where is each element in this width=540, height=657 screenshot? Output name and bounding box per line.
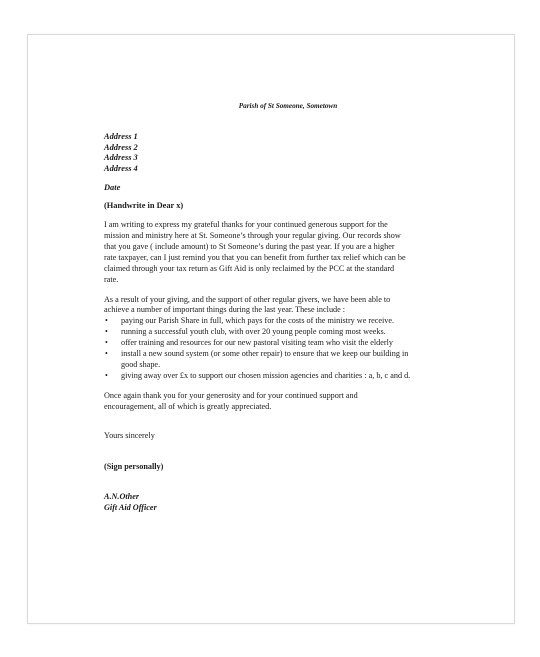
list-item-text: giving away over £x to support our chosen mission agencies and charities : a, b, c and d. [121, 370, 411, 380]
list-item-text: install a new sound system (or some other repair) to ensure that we keep our building in [121, 349, 409, 359]
list-item-text: offer training and resources for our new pastoral visiting team who visit the elderly [121, 338, 394, 348]
list-item-text: good shape. [121, 359, 161, 369]
paragraph-line: Once again thank you for your generosity and for your continued support and [104, 390, 358, 400]
paragraph-line: encouragement, all of which is greatly appreciated. [104, 401, 272, 411]
address-line: Address 2 [104, 142, 138, 152]
list-item [104, 349, 464, 371]
paragraph-line: I am writing to express my grateful thanks for your continued generous support for the [104, 220, 388, 230]
paragraph-line: achieve a number of important things during the last year. These include : [104, 305, 346, 315]
bullet-icon: • [105, 370, 108, 380]
list-item [104, 338, 464, 349]
address-line: Address 4 [104, 163, 138, 173]
signer-name: A.N.Other [104, 492, 140, 502]
signature-note: (Sign personally) [104, 461, 164, 471]
bullet-icon: • [105, 349, 108, 359]
paragraph-line: claimed through your tax return as Gift Aid is only reclaimed by the PCC at the standard [104, 263, 395, 273]
paragraph-achievements [104, 295, 464, 317]
list-item [104, 316, 464, 327]
paragraph-closing-thanks [104, 391, 464, 413]
salutation: (Handwrite in Dear x) [104, 201, 184, 211]
letter-body [104, 101, 464, 514]
document-page [27, 34, 515, 624]
list-item [104, 327, 464, 338]
signer-block [104, 492, 464, 514]
paragraph-line: rate. [104, 274, 119, 284]
paragraph-line: mission and ministry here at St. Someone’s through your regular giving. Our records show [104, 231, 401, 240]
list-item-text: paying our Parish Share in full, which pays for the costs of the ministry we receive. [121, 316, 395, 326]
bullet-icon: • [105, 338, 108, 348]
address-line: Address 1 [104, 131, 138, 141]
paragraph-line: rate taxpayer, can I just remind you that you can benefit from further tax relief which can be [104, 252, 406, 262]
list-item-text: running a successful youth club, with over 20 young people coming most weeks. [121, 327, 386, 337]
paragraph-line: that you gave ( include amount) to St Someone’s during the past year. If you are a higher [104, 241, 395, 251]
paragraph-line: As a result of your giving, and the support of other regular givers, we have been able to [104, 294, 391, 304]
signer-title: Gift Aid Officer [104, 503, 157, 513]
list-item [104, 371, 464, 382]
bullet-icon: • [105, 316, 108, 326]
address-block [104, 132, 464, 174]
letter-title: Parish of St Someone, Sometown [238, 102, 338, 110]
closing: Yours sincerely [104, 430, 155, 440]
bullet-icon: • [105, 327, 108, 337]
paragraph-thanks [104, 220, 464, 285]
letter-date: Date [104, 183, 121, 193]
address-line: Address 3 [104, 153, 138, 163]
achievements-list [104, 316, 464, 381]
